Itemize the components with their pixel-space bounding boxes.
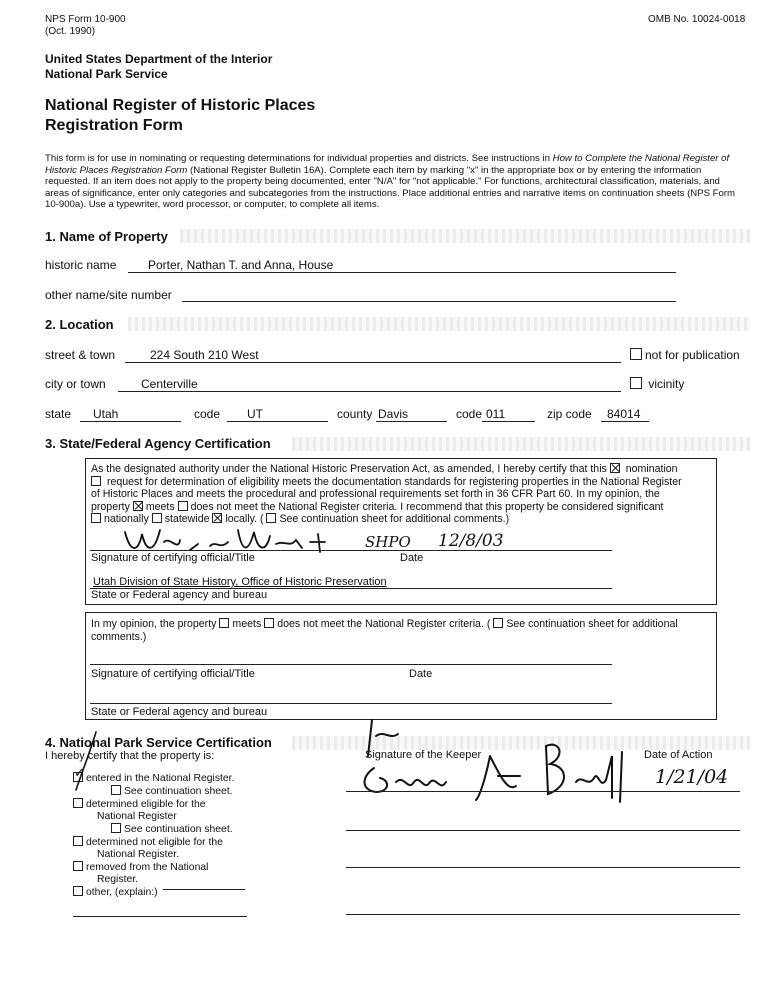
not-eligible-label-2: National Register.: [97, 849, 180, 860]
keeper-intro: I hereby certify that the property is:: [45, 750, 215, 762]
intro-paragraph: [45, 153, 745, 211]
opinion-line-1c: does not meet the National Register criteria. (: [277, 618, 491, 630]
opinion-line-1d: See continuation sheet for additional: [506, 618, 678, 630]
street-value[interactable]: 224 South 210 West: [150, 348, 259, 362]
does-not-meet-label: does not meet the National Register criteria. I recommend that this property be considered significant: [190, 500, 664, 513]
opinion-line-2: comments.): [91, 630, 147, 643]
date-label-2: Date: [409, 668, 433, 680]
state-label: state: [45, 407, 72, 421]
continuation-checkbox-4[interactable]: [111, 823, 121, 833]
other-name-line: [182, 301, 676, 302]
keeper-line-3: [346, 867, 740, 868]
removed-label: removed from the National: [86, 862, 209, 873]
continuation-label: See continuation sheet for additional comments.): [279, 513, 510, 526]
removed-checkbox[interactable]: [73, 861, 83, 871]
not-for-publication[interactable]: [630, 348, 740, 362]
section-shading: [180, 229, 750, 243]
state-certification-text: [91, 463, 711, 526]
agency-label: State or Federal agency and bureau: [91, 589, 268, 601]
continuation-label-4: See continuation sheet.: [124, 824, 233, 835]
signature-label: Signature of certifying official/Title: [91, 552, 255, 564]
county-line: [376, 421, 447, 422]
eligible-label: determined eligible for the: [86, 799, 206, 810]
zip-label: zip code: [547, 407, 592, 421]
intro-text-2: (National Register Bulletin 16A). Complete each item by marking "x" in the appropriate box or by entering the information requested. If an item does not apply to the property being documented, enter "N/A" for "not applicable." For functions, architectural classification, materials, and areas of significance, enter only categories and subcategories from the instructions. Place additional entries and narrative items on continuation sheets (NPS Form 10-900a). Use a typewriter, word processor, or computer, to complete all items.: [45, 164, 736, 211]
opinion-text: [91, 618, 711, 643]
signature-line: [90, 550, 612, 551]
title-line1: National Register of Historic Places: [45, 97, 316, 114]
intro-text-italic: How to Complete the National Register of Historic Places Registration Form: [45, 153, 730, 176]
option-removed[interactable]: [73, 861, 234, 874]
omb-number: OMB No. 10024-0018: [648, 14, 746, 25]
section-shading: [292, 437, 750, 451]
option-eligible-continuation[interactable]: [73, 823, 234, 836]
meets-checkbox[interactable]: [133, 501, 143, 511]
city-value[interactable]: Centerville: [141, 377, 198, 391]
not-eligible-label: determined not eligible for the: [86, 837, 223, 848]
certifying-title-written: SHPO: [365, 533, 411, 551]
section-shading: [128, 317, 750, 331]
county-code-line: [482, 421, 535, 422]
request-checkbox[interactable]: [91, 476, 101, 486]
does-not-meet-checkbox[interactable]: [178, 501, 188, 511]
signature-line-2: [90, 664, 612, 665]
nomination-checkbox[interactable]: [610, 463, 620, 473]
meets-checkbox-2[interactable]: [219, 618, 229, 628]
service: National Park Service: [45, 67, 168, 81]
form-date: (Oct. 1990): [45, 26, 96, 37]
keeper-line-4: [346, 914, 740, 915]
keeper-signature: [350, 716, 650, 806]
eligible-checkbox[interactable]: [73, 798, 83, 808]
checkbox[interactable]: [630, 377, 642, 389]
other-label: other, (explain:): [86, 887, 158, 898]
not-eligible-checkbox[interactable]: [73, 836, 83, 846]
locally-label: locally. (: [225, 513, 264, 526]
other-name-label: other name/site number: [45, 288, 172, 302]
continuation-checkbox-2[interactable]: [493, 618, 503, 628]
street-label: street & town: [45, 348, 116, 362]
section-1-heading: 1. Name of Property: [45, 229, 168, 244]
nomination-label: nomination: [625, 463, 678, 475]
county-code-value[interactable]: 011: [486, 407, 506, 421]
code-label: code: [194, 407, 221, 421]
department: United States Department of the Interior: [45, 52, 273, 66]
section-4-heading: 4. National Park Service Certification: [45, 735, 272, 750]
form-number: NPS Form 10-900: [45, 14, 126, 25]
statewide-label: statewide: [164, 513, 210, 526]
other-explain-line-2: [73, 916, 247, 917]
vicinity-label: vicinity: [648, 377, 685, 391]
nationally-checkbox[interactable]: [91, 513, 101, 523]
not-for-publication-label: not for publication: [645, 348, 740, 362]
historic-name-line: [128, 272, 676, 273]
certifying-date-written: 12/8/03: [438, 531, 504, 551]
nationally-label: nationally: [104, 513, 149, 526]
date-of-action-written: 1/21/04: [655, 766, 729, 788]
entered-label: entered in the National Register.: [86, 773, 235, 784]
continuation-checkbox-3[interactable]: [111, 785, 121, 795]
state-value[interactable]: Utah: [93, 407, 119, 421]
zip-value[interactable]: 84014: [607, 407, 641, 421]
county-code-label: code: [456, 407, 483, 421]
state-line: [80, 421, 181, 422]
other-checkbox[interactable]: [73, 886, 83, 896]
intro-text-1: This form is for use in nominating or requesting determinations for individual properties and districts. See instructions in: [45, 153, 553, 164]
cert-line-2: request for determination of eligibility meets the documentation standards for registering properties in the National Register: [106, 475, 682, 488]
keeper-line-1: [346, 791, 740, 792]
keeper-label: Signature of the Keeper: [365, 749, 482, 761]
continuation-label-3: See continuation sheet.: [124, 786, 233, 797]
historic-name-value[interactable]: Porter, Nathan T. and Anna, House: [148, 258, 334, 272]
checkbox[interactable]: [630, 348, 642, 360]
date-of-action-label: Date of Action: [644, 749, 713, 761]
city-label: city or town: [45, 377, 106, 391]
date-label: Date: [400, 552, 424, 564]
other-explain-line: [163, 889, 245, 890]
signature-label-2: Signature of certifying official/Title: [91, 668, 255, 680]
vicinity[interactable]: [630, 377, 684, 391]
agency-line-2: [90, 703, 612, 704]
title-line2: Registration Form: [45, 117, 183, 134]
agency-label-2: State or Federal agency and bureau: [91, 706, 268, 718]
section-3-heading: 3. State/Federal Agency Certification: [45, 436, 271, 451]
zip-line: [601, 421, 649, 422]
meets-label: meets: [145, 500, 175, 513]
city-line: [118, 391, 621, 392]
option-not-eligible[interactable]: [73, 836, 234, 849]
eligible-label-2: National Register: [97, 811, 177, 822]
meets-label-2: meets: [232, 618, 262, 630]
cert-line-1: As the designated authority under the National Historic Preservation Act, as amended, I hereby certify that this: [91, 463, 607, 475]
keeper-line-2: [346, 830, 740, 831]
removed-label-2: Register.: [97, 874, 139, 885]
option-other[interactable]: [73, 886, 234, 899]
property-label: property: [91, 500, 130, 513]
option-eligible[interactable]: [73, 798, 234, 811]
opinion-line-1a: In my opinion, the property: [91, 618, 217, 630]
county-label: county: [337, 407, 373, 421]
code-line: [227, 421, 328, 422]
section-2-heading: 2. Location: [45, 317, 114, 332]
cert-line-3: of Historic Places and meets the procedural and professional requirements set forth in 36 CFR Part 60. In my opinion, the: [91, 488, 660, 501]
check-mark-stroke: [62, 728, 102, 798]
state-code-value[interactable]: UT: [247, 407, 263, 421]
does-not-meet-checkbox-2[interactable]: [264, 618, 274, 628]
county-value[interactable]: Davis: [378, 407, 409, 421]
street-line: [125, 362, 621, 363]
historic-name-label: historic name: [45, 258, 117, 272]
agency-value[interactable]: Utah Division of State History, Office of Historic Preservation: [93, 576, 387, 588]
